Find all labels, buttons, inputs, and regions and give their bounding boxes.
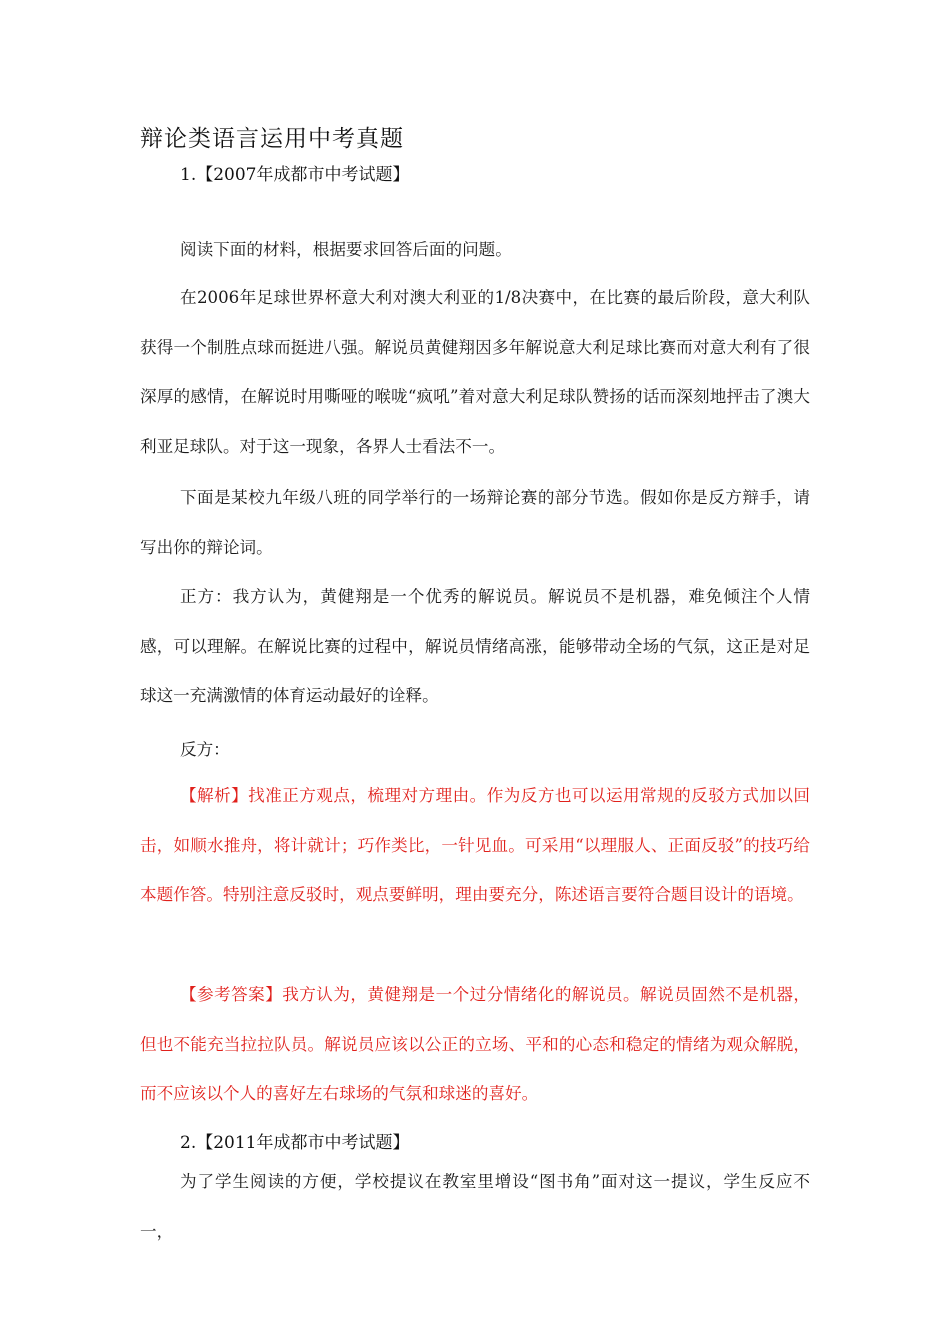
question-2-intro: 为了学生阅读的方便，学校提议在教室里增设“图书角”面对这一提议，学生反应不一， xyxy=(140,1172,810,1241)
affirmative-argument: 正方：我方认为，黄健翔是一个优秀的解说员。解说员不是机器，难免倾注个人情感，可以理解。在解说比赛的过程中，解说员情绪高涨，能够带动全场的气氛，这正是对足球这一充满激情的体育运动最好的诠释。 xyxy=(140,587,810,706)
question-1-instruction: 阅读下面的材料，根据要求回答后面的问题。 xyxy=(180,240,512,259)
document-title: 辩论类语言运用中考真题 xyxy=(140,126,404,152)
analysis-text: 【解析】找准正方观点，梳理对方理由。作为反方也可以运用常规的反驳方式加以回击，如顺水推舟，将计就计；巧作类比，一针见血。可采用“以理服人、正面反驳”的技巧给本题作答。特别注意反驳时，观点要鲜明，理由要充分，陈述语言要符合题目设计的语境。 xyxy=(140,786,810,905)
reference-answer: 【参考答案】我方认为，黄健翔是一个过分情绪化的解说员。解说员固然不是机器，但也不能充当拉拉队员。解说员应该以公正的立场、平和的心态和稳定的情绪为观众解脱，而不应该以个人的喜好左右球场的气氛和球迷的喜好。 xyxy=(140,985,810,1104)
question-1-task: 下面是某校九年级八班的同学举行的一场辩论赛的部分节选。假如你是反方辩手，请写出你的辩论词。 xyxy=(140,488,810,557)
question-1-heading: 1.【2007年成都市中考试题】 xyxy=(180,165,410,185)
negative-argument-prompt: 反方： xyxy=(180,740,230,759)
question-1-material: 在2006年足球世界杯意大利对澳大利亚的1/8决赛中，在比赛的最后阶段，意大利队获得一个制胜点球而挺进八强。解说员黄健翔因多年解说意大利足球比赛而对意大利有了很深厚的感情，在解说时用嘶哑的喉咙“疯吼”着对意大利足球队赞扬的话而深刻地抨击了澳大利亚足球队。对于这一现象，各界人士看法不一。 xyxy=(140,288,810,456)
question-2-heading: 2.【2011年成都市中考试题】 xyxy=(180,1133,410,1153)
